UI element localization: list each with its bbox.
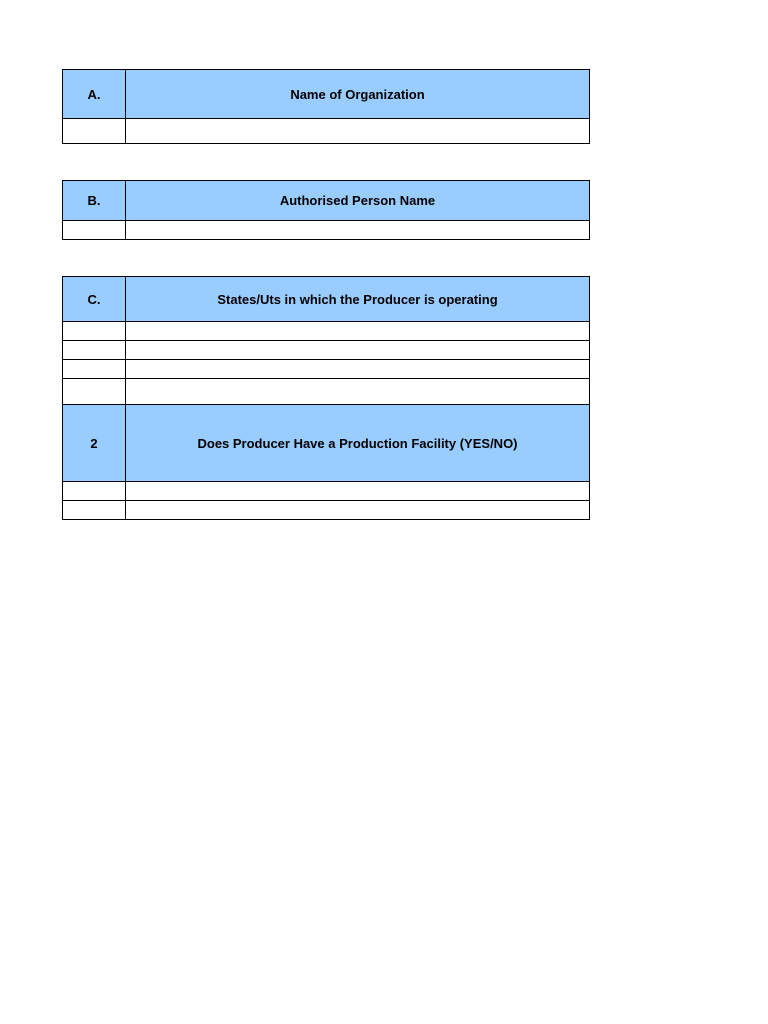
table-header-row bbox=[63, 70, 590, 119]
table-row bbox=[63, 322, 590, 341]
authorised-person-table bbox=[62, 180, 590, 240]
table-row bbox=[63, 360, 590, 379]
input-cell[interactable] bbox=[63, 119, 126, 144]
table-header-row bbox=[63, 405, 590, 482]
organization-table bbox=[62, 69, 590, 144]
table-row bbox=[63, 341, 590, 360]
section-title: Name of Organization bbox=[126, 70, 590, 119]
input-cell[interactable] bbox=[126, 482, 590, 501]
input-cell[interactable] bbox=[126, 360, 590, 379]
table-row bbox=[63, 379, 590, 405]
input-cell[interactable] bbox=[63, 379, 126, 405]
table-header-row bbox=[63, 277, 590, 322]
section-title: Does Producer Have a Production Facility (YES/NO) bbox=[126, 405, 590, 482]
input-cell[interactable] bbox=[63, 341, 126, 360]
table-header-row bbox=[63, 181, 590, 221]
input-cell[interactable] bbox=[126, 501, 590, 520]
table-row bbox=[63, 501, 590, 520]
input-cell[interactable] bbox=[126, 119, 590, 144]
input-cell[interactable] bbox=[63, 360, 126, 379]
input-cell[interactable] bbox=[63, 482, 126, 501]
input-cell[interactable] bbox=[63, 501, 126, 520]
section-title: States/Uts in which the Producer is operating bbox=[126, 277, 590, 322]
section-label: B. bbox=[63, 181, 126, 221]
section-label: A. bbox=[63, 70, 126, 119]
input-cell[interactable] bbox=[63, 221, 126, 240]
states-production-table bbox=[62, 276, 590, 520]
table-row bbox=[63, 482, 590, 501]
section-label: 2 bbox=[63, 405, 126, 482]
input-cell[interactable] bbox=[126, 322, 590, 341]
table-row bbox=[63, 221, 590, 240]
input-cell[interactable] bbox=[63, 322, 126, 341]
table-row bbox=[63, 119, 590, 144]
input-cell[interactable] bbox=[126, 221, 590, 240]
input-cell[interactable] bbox=[126, 341, 590, 360]
input-cell[interactable] bbox=[126, 379, 590, 405]
section-title: Authorised Person Name bbox=[126, 181, 590, 221]
section-label: C. bbox=[63, 277, 126, 322]
